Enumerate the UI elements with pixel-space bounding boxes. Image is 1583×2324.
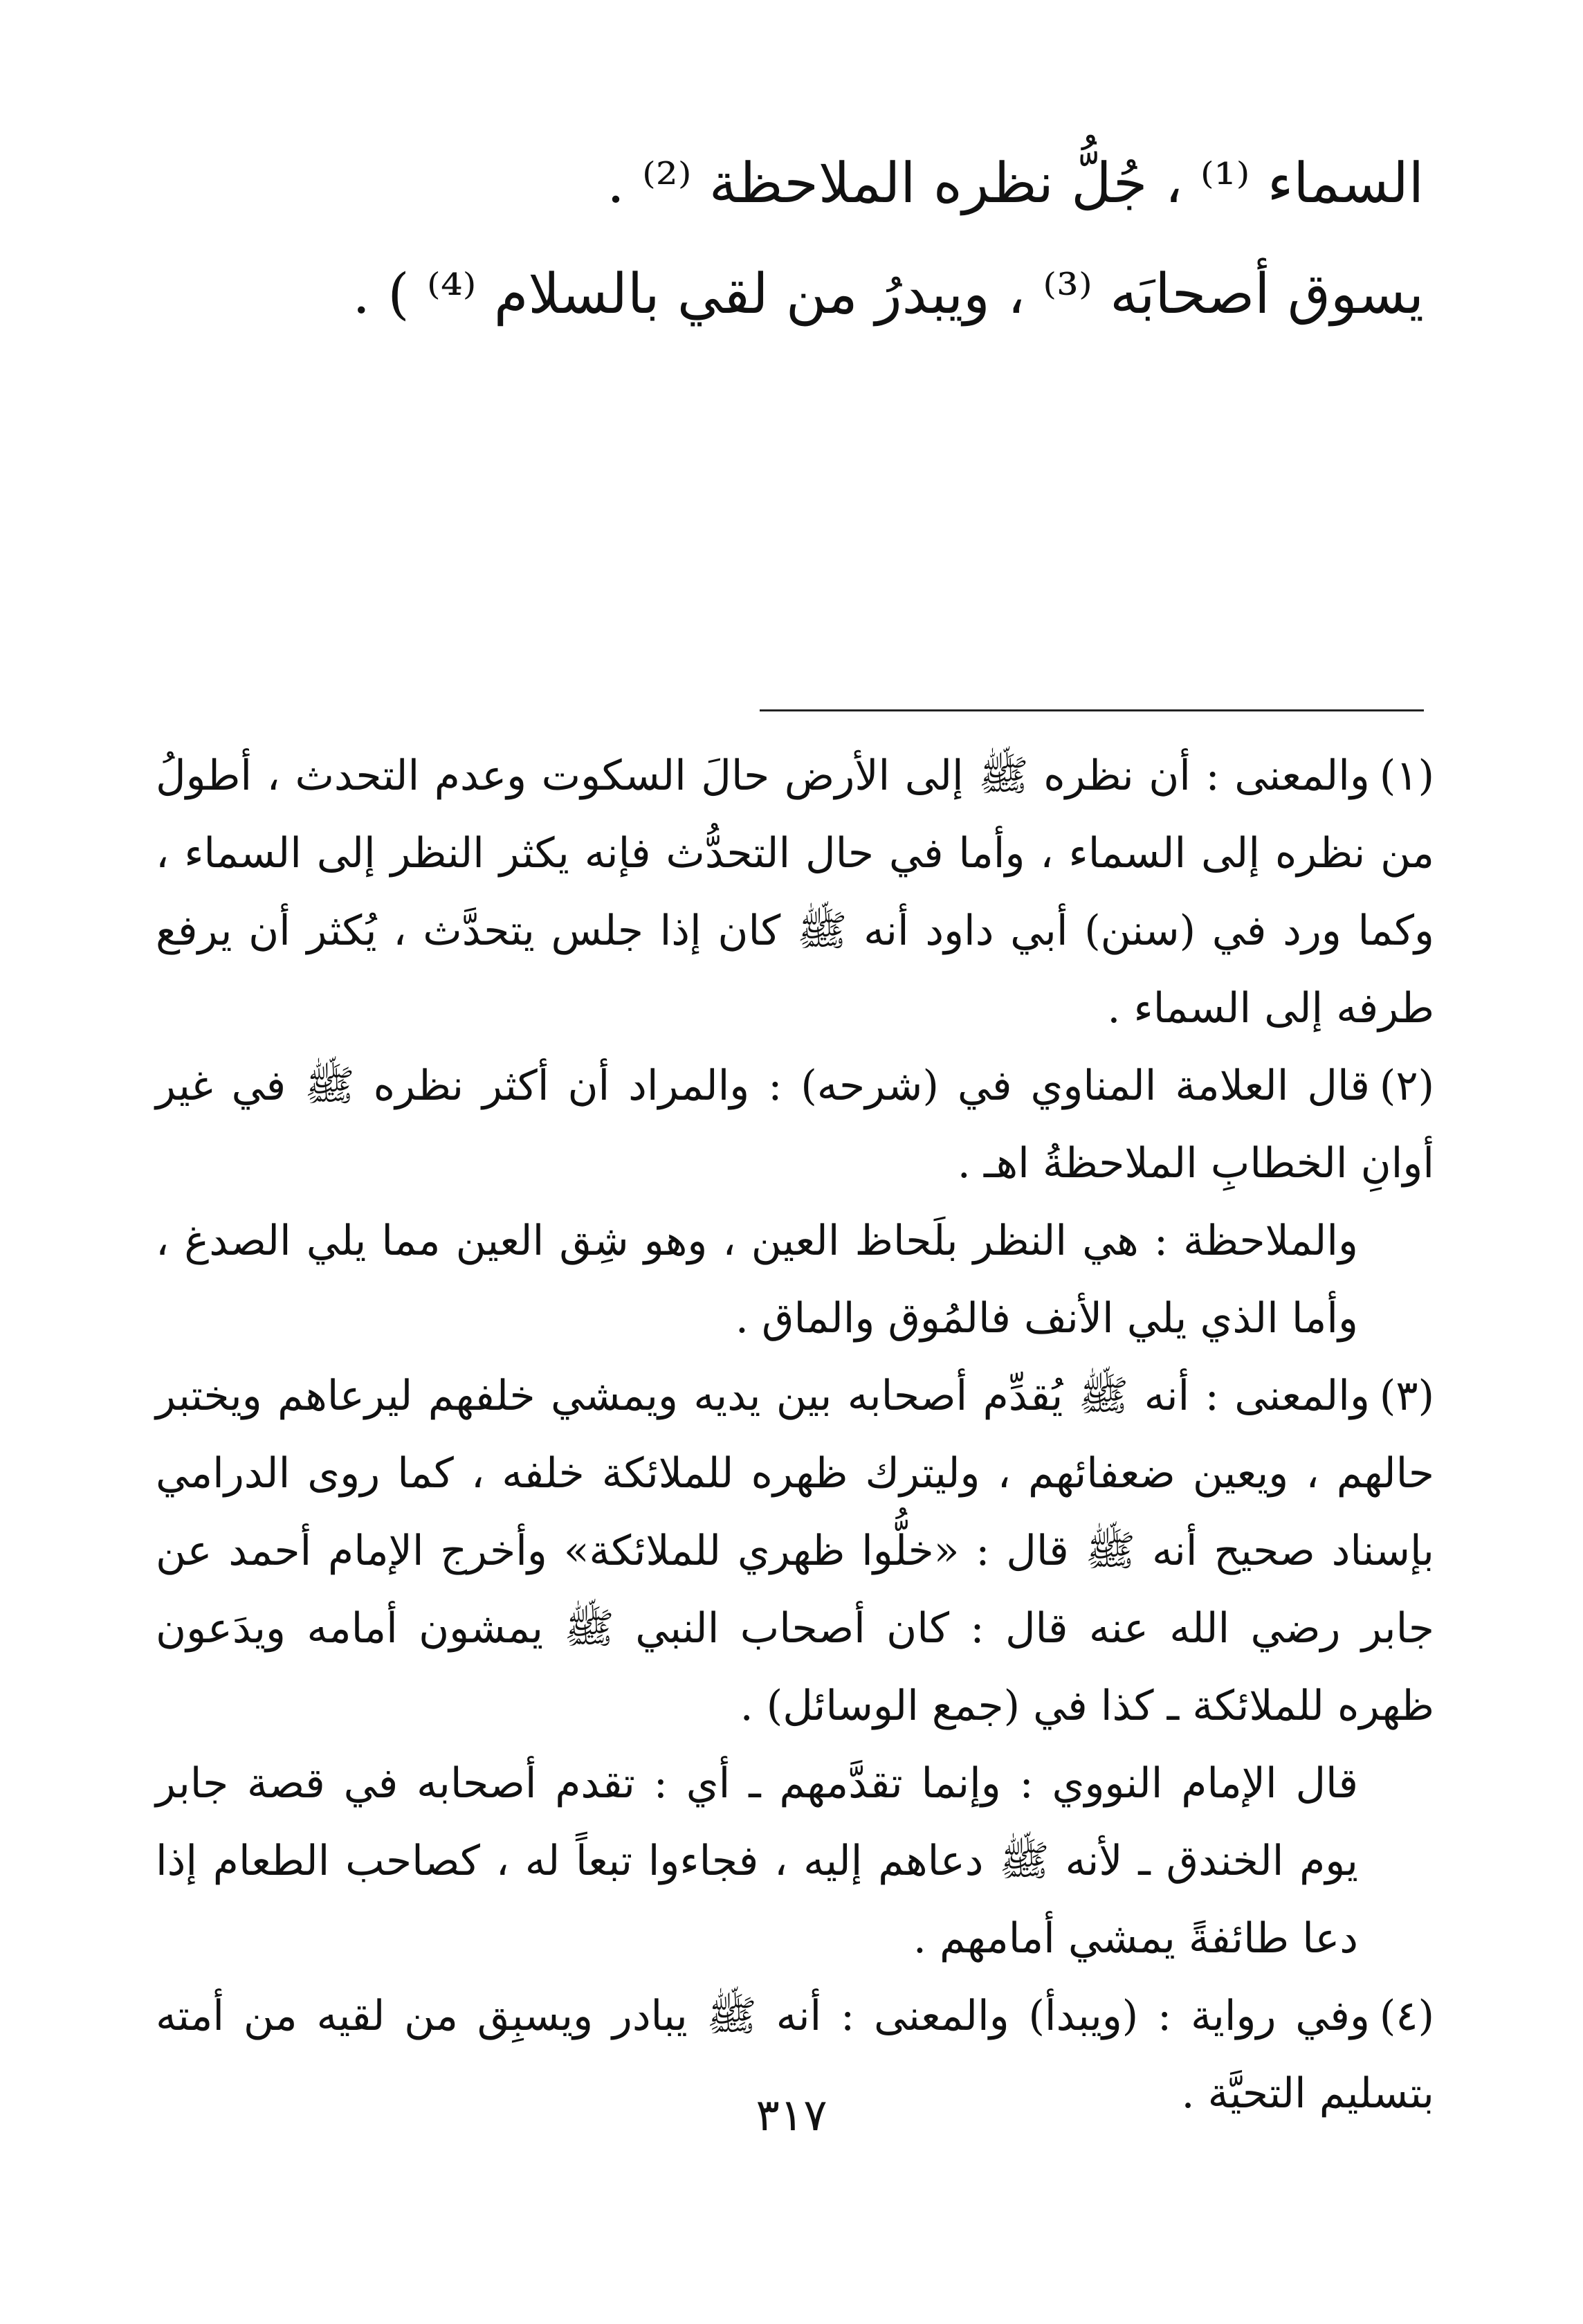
footnote-3 xyxy=(156,1357,1434,1745)
footnote-text: والمعنى : أن نظره ﷺ إلى الأرض حالَ السكوت وعدم التحدث ، أطولُ من نظره إلى السماء ، وأما في حال التحدُّث فإنه يكثر النظر إلى السماء ، وكما ورد في (سنن) أبي داود أنه ﷺ كان إذا جلس يتحدَّث ، يُكثر أن يرفع طرفه إلى السماء . xyxy=(156,752,1434,1033)
footnote-number: (٤) xyxy=(1379,1992,1434,2040)
footnote-text: وفي رواية : (ويبدأ) والمعنى : أنه ﷺ يبادر ويسبِق من لقيه من أمته بتسليم التحيَّة . xyxy=(156,1992,1434,2118)
main-line-2: يسوق أصحابَه ⁽³⁾ ، ويبدرُ من لقي بالسلام ⁽⁴⁾ ) . xyxy=(352,262,1424,326)
footnote-number: (٢) xyxy=(1379,1062,1434,1110)
footnotes xyxy=(156,737,1434,2132)
footnote-3-continuation: قال الإمام النووي : وإنما تقدَّمهم ـ أي : تقدم أصحابه في قصة جابر يوم الخندق ـ لأنه ﷺ دعاهم إليه ، فجاءوا تبعاً له ، كصاحب الطعام إذا دعا طائفةً يمشي أمامهم . xyxy=(156,1759,1358,1963)
footnote-2 xyxy=(156,1047,1434,1202)
footnote-separator xyxy=(760,709,1424,711)
footnote-number: (٣) xyxy=(1379,1372,1434,1420)
footnote-text: والمعنى : أنه ﷺ يُقدِّم أصحابه بين يديه ويمشي خلفهم ليرعاهم ويختبر حالهم ، ويعين ضعفائهم ، وليترك ظهره للملائكة خلفه ، كما روى الدرامي بإسناد صحيح أنه ﷺ قال : «خلُّوا ظهري للملائكة» وأخرج الإمام أحمد عن جابر رضي الله عنه قال : كان أصحاب النبي ﷺ يمشون أمامه ويدَعون ظهره للملائكة ـ كذا في (جمع الوسائل) . xyxy=(156,1372,1434,1730)
main-line-1: السماء ⁽¹⁾ ، جُلُّ نظره الملاحظة ⁽²⁾ . xyxy=(607,151,1424,215)
page-number: ٣١٧ xyxy=(756,2090,827,2141)
footnote-number: (١) xyxy=(1379,752,1434,800)
footnote-text: قال العلامة المناوي في (شرحه) : والمراد أن أكثر نظره ﷺ في غير أوانِ الخطابِ الملاحظةُ اهـ . xyxy=(156,1062,1434,1188)
main-text xyxy=(332,128,1424,349)
footnote-1 xyxy=(156,737,1434,1047)
footnote-2-continuation: والملاحظة : هي النظر بلَحاظ العين ، وهو شِق العين مما يلي الصدغ ، وأما الذي يلي الأنف فالمُوق والماق . xyxy=(156,1217,1358,1343)
